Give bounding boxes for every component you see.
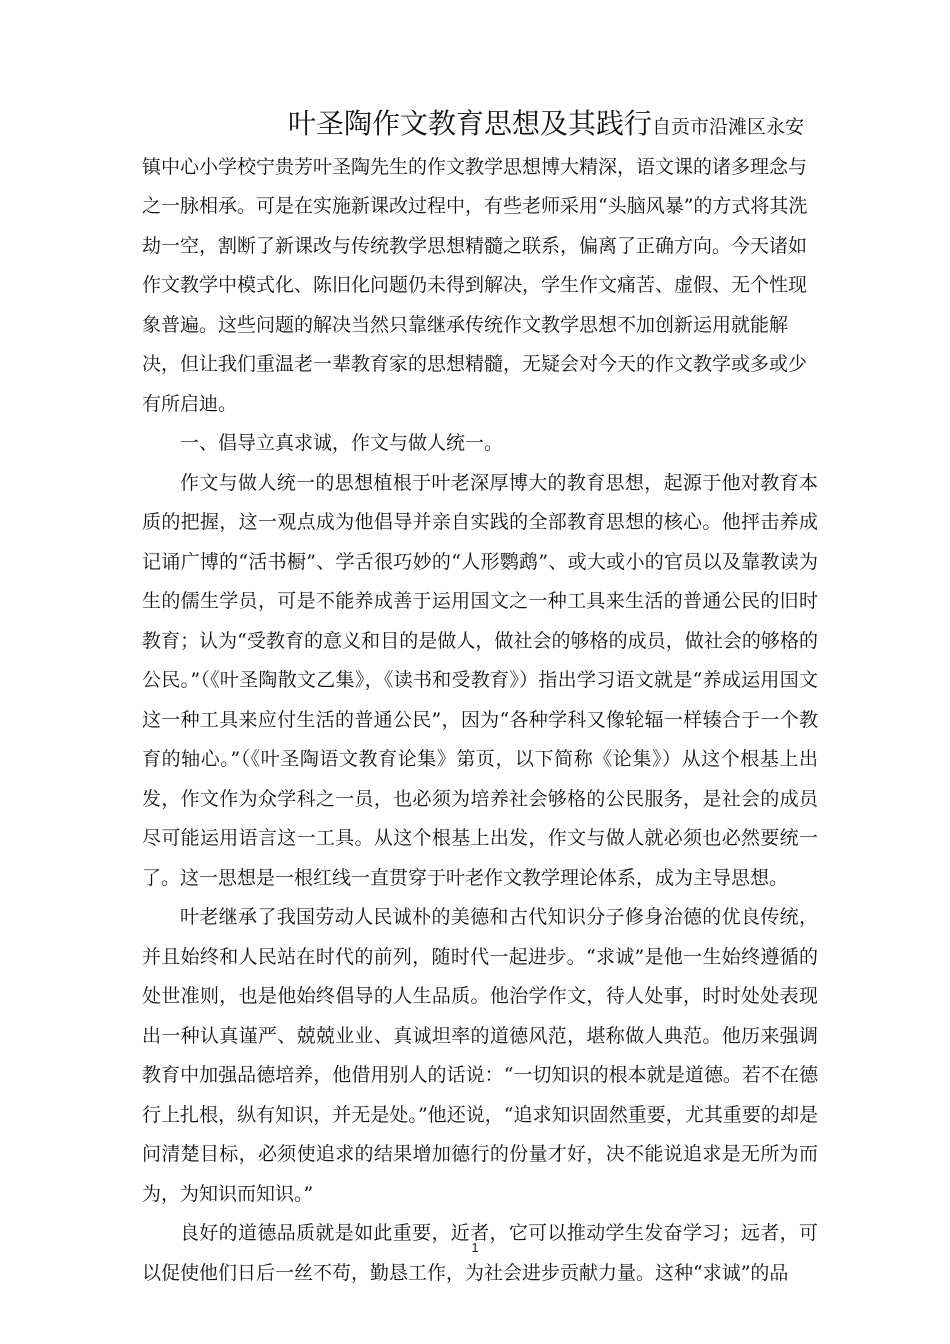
title-line <box>142 104 818 424</box>
intro-paragraph: 叶圣陶先生的作文教学思想博大精深，语文课的诸多理念与之一脉相承。可是在实施新课改过程中，有些老师采用“头脑风暴”的方式将其洗劫一空，割断了新课改与传统教学思想精髓之联系，偏离了正确方向。今天诸如作文教学中模式化、陈旧化问题仍未得到解决，学生作文痛苦、虚假、无个性现象普遍。这些问题的解决当然只靠继承传统作文教学思想不加创新运用就能解决，但让我们重温老一辈教育家的思想精髓，无疑会对今天的作文教学或多或少有所启迪。 <box>142 155 808 415</box>
author-byline: 自贡市沿滩区永安镇中心小学校宁贵芳 <box>142 116 805 178</box>
body-paragraph: 良好的道德品质就是如此重要，近者，它可以推动学生发奋学习；远者，可以促使他们日后一丝不苟，勤恳工作，为社会进步贡献力量。这种“求诚”的品 <box>142 1222 818 1284</box>
body-paragraph: 叶老继承了我国劳动人民诚朴的美德和古代知识分子修身治德的优良传统，并且始终和人民站在时代的前列，随时代一起进步。“求诚”是他一生始终遵循的处世准则，也是他始终倡导的人生品质。他治学作文，待人处事，时时处处表现出一种认真谨严、兢兢业业、真诚坦率的道德风范，堪称做人典范。他历来强调教育中加强品德培养，他借用别人的话说：“一切知识的根本就是道德。若不在德行上扎根，纵有知识，并无是处。”他还说，“追求知识固然重要，尤其重要的却是问清楚目标，必须使追求的结果增加德行的份量才好，决不能说追求是无所为而为，为知识而知识。” <box>142 906 818 1205</box>
section-heading: 一、倡导立真求诚，作文与做人统一。 <box>180 432 504 454</box>
document-body <box>142 104 818 1293</box>
body-paragraph: 作文与做人统一的思想植根于叶老深厚博大的教育思想，起源于他对教育本质的把握，这一观点成为他倡导并亲自实践的全部教育思想的核心。他抨击养成记诵广博的“活书橱”、学舌很巧妙的“人形鹦鹉”、或大或小的官员以及靠教读为生的儒生学员，可是不能养成善于运用国文之一种工具来生活的普通公民的旧时教育；认为“受教育的意义和目的是做人，做社会的够格的成员，做社会的够格的公民。”（《叶圣陶散文乙集》，《读书和受教育》）指出学习语文就是“养成运用国文这一种工具来应付生活的普通公民”，因为“各种学科又像轮辐一样辏合于一个教育的轴心。”（《叶圣陶语文教育论集》第页，以下简称《论集》）从这个根基上出发，作文作为众学科之一员，也必须为培养社会够格的公民服务，是社会的成员尽可能运用语言这一工具。从这个根基上出发，作文与做人就必须也必然要统一了。这一思想是一根红线一直贯穿于叶老作文教学理论体系，成为主导思想。 <box>142 471 818 889</box>
page-number: 1 <box>471 1240 479 1255</box>
document-title: 叶圣陶作文教育思想及其践行 <box>288 107 653 140</box>
